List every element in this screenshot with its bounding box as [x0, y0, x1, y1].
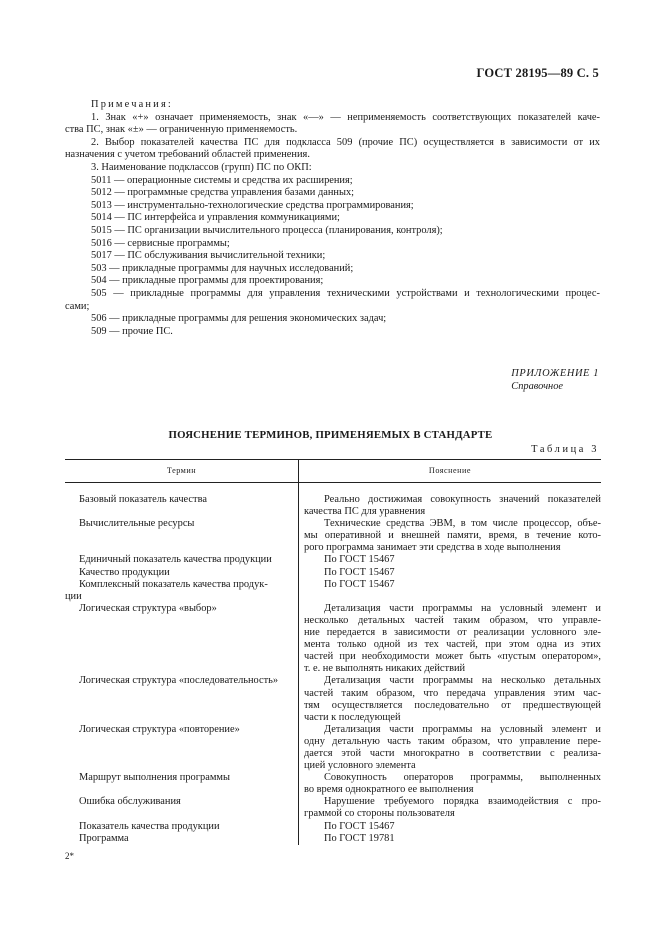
- table-row: [65, 603, 601, 676]
- table-row: [65, 724, 601, 772]
- note-item: 506 — прикладные программы для решения экономических задач;: [91, 313, 387, 325]
- note-2-line-2: назначения с учетом требований областей применения.: [65, 149, 310, 161]
- explanation-line: мента только одной из тех частей, при этом одна из этих: [304, 639, 601, 651]
- table-row: [65, 821, 601, 833]
- notes-heading: Примечания:: [91, 99, 174, 110]
- term-cell: [65, 796, 298, 820]
- explanation-line: дается этой части многократно в соответствии с реализа-: [304, 747, 601, 759]
- explanation-line: во время однократного ее выполнения: [304, 784, 474, 796]
- table-header-term: Термин: [65, 460, 299, 482]
- term-cell: [65, 821, 298, 833]
- note-item: 509 — прочие ПС.: [91, 325, 173, 337]
- explanation-line: По ГОСТ 19781: [324, 832, 395, 844]
- explanation-line: одну детальную часть таким образом, что управление пере-: [304, 735, 601, 747]
- table-row: [65, 796, 601, 820]
- term-cell: [65, 567, 298, 579]
- table-body: [65, 483, 601, 845]
- explanation-cell: [298, 724, 601, 772]
- term-line: ции: [65, 590, 82, 602]
- term-cell: [65, 675, 298, 723]
- term-cell: [65, 554, 298, 566]
- column-divider: [298, 483, 299, 845]
- term-line: Маршрут выполнения программы: [79, 772, 230, 784]
- term-line: Логическая структура «выбор»: [79, 602, 217, 614]
- note-1-line-1: 1. Знак «+» означает применяемость, знак «—» — неприменяемость соответствующих показателей каче-: [91, 111, 600, 123]
- term-cell: [65, 724, 298, 772]
- notes-section: [65, 99, 600, 338]
- explanation-line: несколько детальных частей таким образом, что управле-: [304, 614, 601, 626]
- note-2-line-1: 2. Выбор показателей качества ПС для подкласса 509 (прочие ПС) осуществляется в зависимости от их: [91, 136, 600, 148]
- term-line: Базовый показатель качества: [79, 494, 207, 505]
- term-line: Логическая структура «последовательность»: [79, 675, 279, 687]
- section-title: ПОЯСНЕНИЕ ТЕРМИНОВ, ПРИМЕНЯЕМЫХ В СТАНДАРТЕ: [168, 429, 493, 441]
- explanation-line: рого программа занимает эти средства в ходе выполнения: [304, 542, 561, 554]
- term-line: Единичный показатель качества продукции: [79, 554, 272, 566]
- explanation-cell: [298, 567, 601, 579]
- explanation-line: т. е. не выполнять никаких действий: [304, 663, 466, 675]
- page-header: ГОСТ 28195—89 С. 5: [476, 66, 599, 80]
- table-row: [65, 567, 601, 579]
- appendix-label: [511, 367, 599, 393]
- explanation-line: Технические средства ЭВМ, в том числе процессор, объе-: [324, 518, 601, 530]
- note-item-505-line-2: сами;: [65, 300, 90, 312]
- explanation-cell: [298, 554, 601, 566]
- explanation-line: По ГОСТ 15467: [324, 566, 395, 578]
- explanation-cell: [298, 796, 601, 820]
- term-cell: [65, 833, 298, 845]
- explanation-line: тям осуществляется последовательно от предшествующей: [304, 699, 601, 711]
- explanation-line: части к последующей: [304, 711, 401, 723]
- table-row: [65, 833, 601, 845]
- explanation-line: качества ПС для уравнения: [304, 506, 426, 518]
- note-item-505-line-1: 505 — прикладные программы для управления техническими устройствами и технологическими процес-: [91, 287, 600, 299]
- explanation-cell: [298, 494, 601, 518]
- term-line: Ошибка обслуживания: [79, 796, 181, 808]
- appendix-subtitle: Справочное: [511, 381, 564, 392]
- explanation-line: Реально достижимая совокупность значений показателей: [324, 494, 601, 505]
- table-row: [65, 772, 601, 796]
- explanation-line: мы оперативной и внешней памяти, время, в течение кото-: [304, 530, 601, 542]
- explanation-line: Детализация части программы на несколько детальных: [324, 675, 601, 687]
- explanation-cell: [298, 603, 601, 676]
- explanation-line: Нарушение требуемого порядка взаимодействия с про-: [324, 796, 601, 808]
- table-label: [531, 444, 599, 455]
- note-item: 5012 — программные средства управления базами данных;: [91, 187, 355, 199]
- term-line: Вычислительные ресурсы: [79, 518, 195, 530]
- table-header-explanation: Пояснение: [428, 465, 472, 475]
- term-cell: [65, 579, 298, 603]
- note-item: 503 — прикладные программы для научных исследований;: [91, 262, 354, 274]
- table-row: [65, 579, 601, 603]
- page-footer-mark: 2*: [65, 851, 74, 861]
- term-line: Программа: [79, 832, 129, 844]
- table-header: [65, 459, 601, 483]
- term-line: Качество продукции: [79, 566, 170, 578]
- note-item: 5017 — ПС обслуживания вычислительной техники;: [91, 250, 326, 262]
- note-item: 5014 — ПС интерфейса и управления коммуникациями;: [91, 212, 340, 224]
- explanation-line: граммой со стороны пользователя: [304, 808, 455, 820]
- term-cell: [65, 603, 298, 676]
- explanation-line: Детализация части программы на условный элемент и: [324, 723, 601, 735]
- note-item: 5016 — сервисные программы;: [91, 237, 230, 249]
- explanation-line: Детализация части программы на условный элемент и: [324, 602, 601, 614]
- term-cell: [65, 772, 298, 796]
- explanation-line: частей таким образом, что передача управления этим час-: [304, 687, 601, 699]
- explanation-cell: [298, 772, 601, 796]
- table-row: [65, 518, 601, 554]
- term-cell: [65, 494, 298, 518]
- term-cell: [65, 518, 298, 554]
- note-item: 5011 — операционные системы и средства их расширения;: [91, 174, 353, 186]
- explanation-cell: [298, 675, 601, 723]
- explanation-line: ние передается в зависимости от реализации условного эле-: [304, 627, 601, 639]
- note-item: 5013 — инструментально-технологические средства программирования;: [91, 199, 414, 211]
- explanation-cell: [298, 821, 601, 833]
- explanation-line: По ГОСТ 15467: [324, 554, 395, 566]
- explanation-cell: [298, 518, 601, 554]
- note-item: 504 — прикладные программы для проектирования;: [91, 275, 324, 287]
- table-row: [65, 675, 601, 723]
- explanation-cell: [298, 833, 601, 845]
- table-label-text: Таблица 3: [531, 444, 599, 455]
- explanation-line: частей при необходимости может быть «пустым оператором»,: [304, 651, 601, 663]
- note-item: 5015 — ПС организации вычислительного процесса (планирования, контроля);: [91, 224, 443, 236]
- explanation-cell: [298, 579, 601, 603]
- explanation-line: По ГОСТ 15467: [324, 820, 395, 832]
- explanation-line: Совокупность операторов программы, выполненных: [324, 772, 601, 784]
- table-row: [65, 554, 601, 566]
- term-line: Показатель качества продукции: [79, 820, 220, 832]
- explanation-line: По ГОСТ 15467: [324, 578, 395, 590]
- table-row: [65, 494, 601, 518]
- note-3: 3. Наименование подклассов (групп) ПС по ОКП:: [91, 161, 312, 173]
- terms-table: [65, 459, 601, 845]
- appendix-title: ПРИЛОЖЕНИЕ 1: [511, 368, 599, 379]
- term-line: Логическая структура «повторение»: [79, 723, 240, 735]
- explanation-line: цией условного элемента: [304, 760, 416, 772]
- note-1-line-2: ства ПС, знак «±» — ограниченную применяемость.: [65, 124, 298, 136]
- term-line: Комплексный показатель качества продук-: [79, 578, 268, 590]
